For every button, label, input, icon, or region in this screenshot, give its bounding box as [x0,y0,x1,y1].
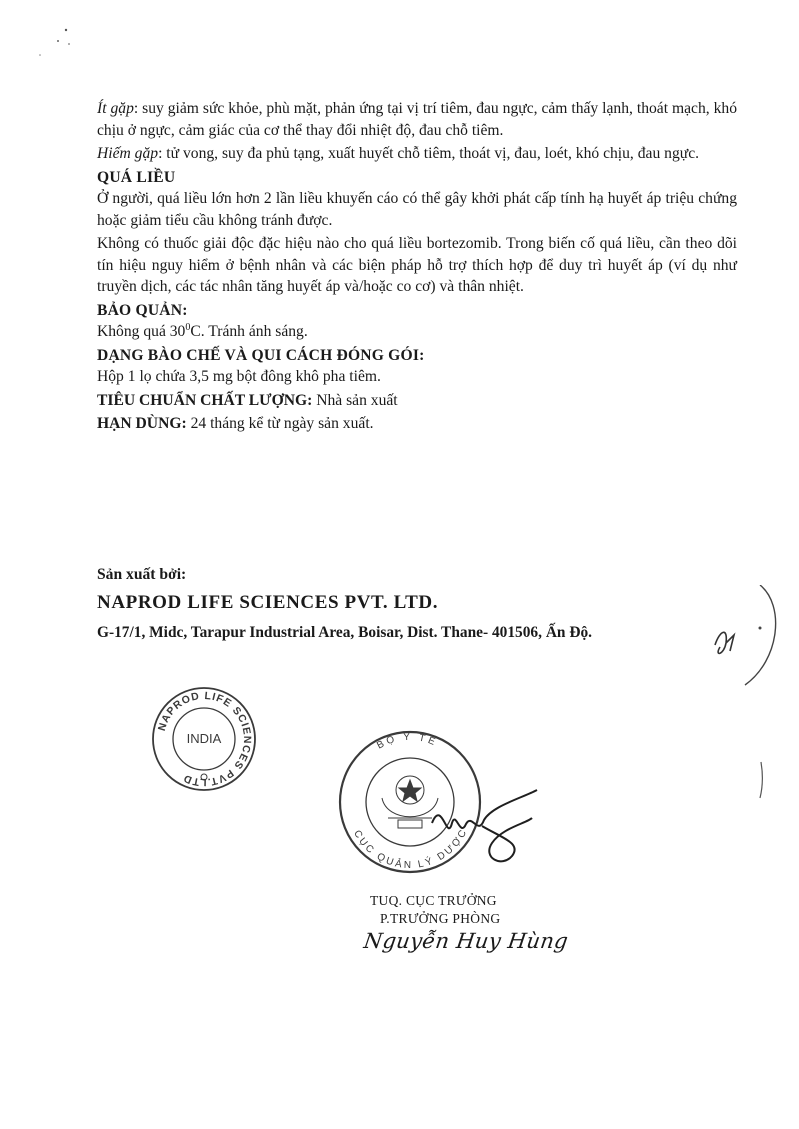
storage-text-before: Không quá 30 [97,323,186,340]
edge-initials-mark [700,585,799,695]
rare-effects-paragraph [97,143,737,165]
company-stamp-ring-text: NAPROD LIFE SCIENCES PVT.LTD [155,689,254,789]
official-seal [332,728,552,888]
overdose-paragraph-1: Ở người, quá liều lớn hơn 2 lần liều khuyến cáo có thể gây khởi phát cấp tính hạ huyết áp triệu chứng hoặc giảm tiểu cầu không tránh được. [97,190,737,229]
storage-text-after: C. Tránh ánh sáng. [190,323,308,340]
seal-bottom-text: CỤC QUẢN LÝ DƯỢC [351,826,471,872]
signer-block [362,892,570,953]
scan-edge-mark [756,760,766,800]
overdose-paragraph-2: Không có thuốc giải độc đặc hiệu nào cho quá liều bortezomib. Trong biến cố quá liều, cần theo dõi tín hiệu nguy hiểm ở bệnh nhân và các biện pháp hỗ trợ thích hợp để duy trì huyết áp (ví dụ như truyền dịch, các tác nhân tăng huyết áp và/hoặc co cơ) và thân nhiệt. [97,235,737,295]
storage-heading: BẢO QUẢN: [97,301,188,319]
quality-standard-line [97,390,737,412]
expiry-label: HẠN DÙNG: [97,415,187,432]
emblem-icon [382,776,438,828]
storage-degree: 0 [185,321,191,333]
document-body [97,98,737,437]
quality-value: Nhà sản xuất [312,391,398,409]
rare-text: : tử vong, suy đa phủ tạng, xuất huyết chỗ tiêm, thoát vị, đau, loét, khó chịu, đau ngực. [158,145,700,162]
svg-text:CỤC QUẢN LÝ DƯỢC [351,826,470,871]
uncommon-text: : suy giảm sức khỏe, phù mặt, phản ứng tại vị trí tiêm, đau ngực, cảm thấy lạnh, thoát mạch, khó chịu ở ngực, cảm giác của cơ thể thay đổi nhiệt độ, đau chỗ tiêm. [97,100,737,139]
dosage-form-text: Hộp 1 lọ chứa 3,5 mg bột đông khô pha tiêm. [97,368,381,385]
scan-specks [0,0,120,70]
manufacturer-name: NAPROD LIFE SCIENCES PVT. LTD. [97,592,439,613]
expiry-value: 24 tháng kể từ ngày sản xuất. [186,415,374,432]
manufacturer-label: Sản xuất bởi: [97,566,187,583]
signer-title-2: P.TRƯỞNG PHÒNG [380,911,501,926]
overdose-heading: QUÁ LIỀU [97,168,176,186]
expiry-line [97,413,737,435]
rare-label: Hiếm gặp [97,145,159,162]
signer-title-1: TUQ. CỤC TRƯỞNG [370,893,497,908]
signer-name: Nguyễn Huy Hùng [362,929,570,953]
company-stamp [148,683,260,795]
dosage-form-heading: DẠNG BÀO CHẾ VÀ QUI CÁCH ĐÓNG GÓI: [97,346,425,364]
uncommon-label: Ít gặp [97,100,134,117]
seal-top-text: BỘ Y TẾ [375,731,440,752]
company-stamp-center-text: INDIA [186,731,222,746]
storage-text [97,321,737,343]
manufacturer-address: G-17/1, Midc, Tarapur Industrial Area, Boisar, Dist. Thane- 401506, Ấn Độ. [97,624,592,641]
uncommon-effects-paragraph [97,98,737,141]
manufacturer-block [97,566,737,642]
quality-label: TIÊU CHUẨN CHẤT LƯỢNG: [97,391,313,409]
